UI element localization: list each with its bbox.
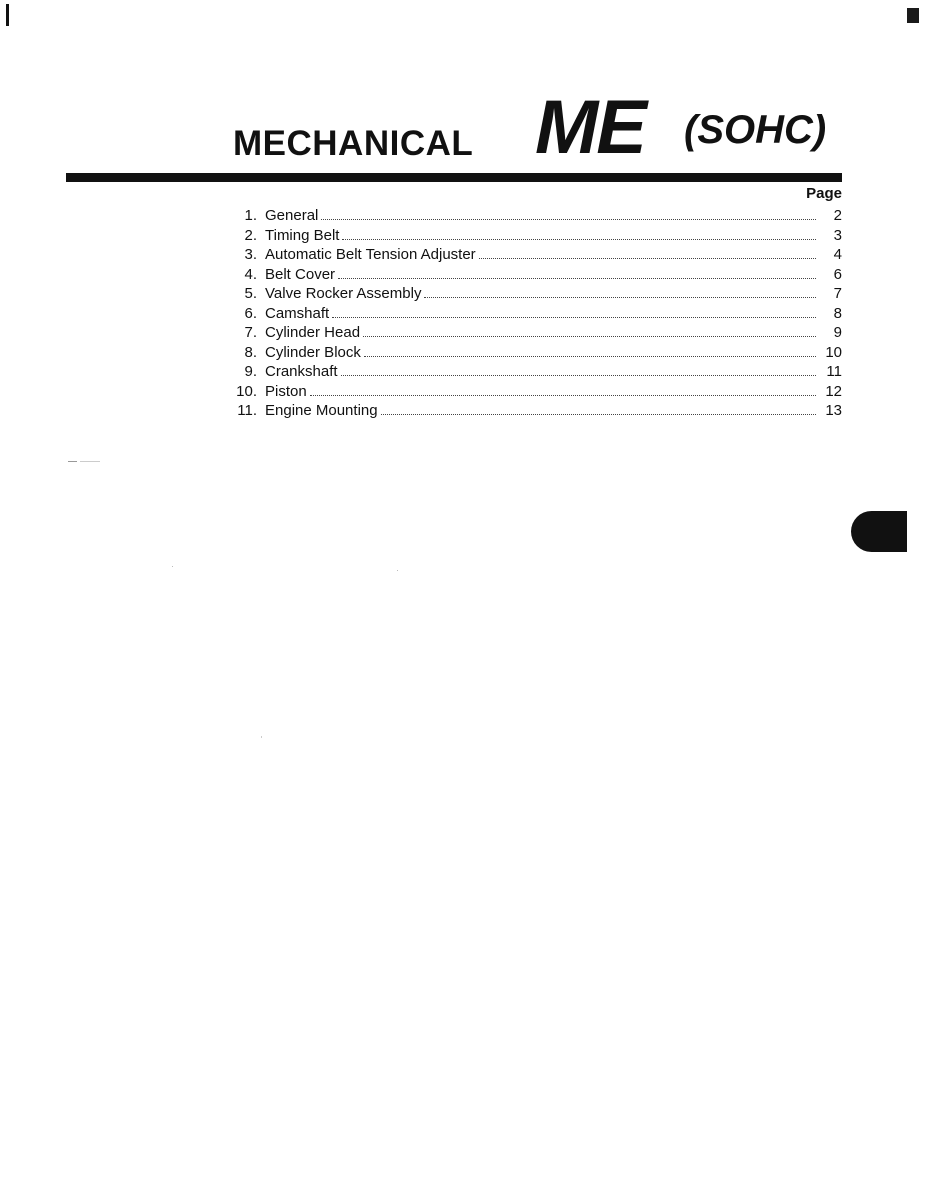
toc-entry-page: 3: [833, 226, 842, 244]
toc-entry-title: Automatic Belt Tension Adjuster: [265, 246, 476, 263]
toc-entry-page: 13: [825, 402, 842, 419]
toc-entry[interactable]: [222, 206, 842, 226]
scan-artifact: [261, 736, 262, 738]
dot-leader: [321, 219, 816, 220]
dot-leader: [338, 278, 816, 279]
page-column-heading: Page: [806, 185, 842, 202]
corner-registration-mark: [907, 8, 919, 23]
dot-leader: [424, 297, 816, 298]
toc-entry-page: 2: [833, 207, 842, 224]
toc-entry[interactable]: [222, 382, 842, 402]
dot-leader: [363, 336, 816, 337]
toc-entry-page: 8: [833, 304, 842, 322]
toc-entry-page: 9: [833, 324, 842, 341]
toc-entry[interactable]: [222, 226, 842, 246]
dot-leader: [381, 414, 816, 415]
scan-artifact: [80, 461, 100, 462]
toc-entry-number: 9.: [244, 363, 257, 380]
toc-entry-number: 10.: [236, 382, 257, 400]
scan-artifact: [172, 566, 173, 567]
dot-leader: [364, 356, 816, 357]
toc-entry-number: 1.: [244, 207, 257, 224]
dot-leader: [310, 395, 816, 396]
toc-entry-page: 4: [833, 246, 842, 263]
toc-entry-title: Camshaft: [265, 304, 330, 322]
title-rule: [66, 173, 842, 182]
toc-entry-title: Crankshaft: [265, 363, 338, 380]
toc-entry-number: 2.: [244, 226, 257, 244]
table-of-contents: [222, 206, 842, 421]
dot-leader: [342, 239, 816, 240]
toc-entry-page: 11: [826, 363, 842, 380]
binding-mark: [6, 4, 9, 26]
toc-entry-number: 5.: [244, 285, 257, 302]
scan-artifact: [397, 570, 398, 571]
toc-entry-number: 6.: [244, 304, 257, 322]
section-variant: (SOHC): [684, 108, 827, 152]
dot-leader: [332, 317, 816, 318]
toc-entry-title: Cylinder Block: [265, 343, 361, 361]
scan-artifact: [68, 461, 77, 462]
toc-entry-title: Timing Belt: [265, 226, 340, 244]
toc-entry[interactable]: [222, 323, 842, 343]
toc-entry[interactable]: [222, 245, 842, 265]
toc-entry[interactable]: [222, 284, 842, 304]
toc-entry[interactable]: [222, 362, 842, 382]
toc-entry-page: 7: [833, 285, 842, 302]
toc-entry[interactable]: [222, 304, 842, 324]
toc-entry-number: 8.: [244, 343, 257, 361]
dot-leader: [341, 375, 816, 376]
toc-entry-title: Valve Rocker Assembly: [265, 285, 422, 302]
toc-entry-title: General: [265, 207, 319, 224]
dot-leader: [479, 258, 816, 259]
toc-entry-title: Belt Cover: [265, 265, 336, 283]
toc-entry-number: 7.: [244, 324, 257, 341]
section-index-tab: [851, 511, 907, 552]
section-title: MECHANICAL: [233, 124, 474, 163]
toc-entry-page: 6: [833, 265, 842, 283]
toc-entry-title: Cylinder Head: [265, 324, 361, 341]
toc-entry[interactable]: [222, 401, 842, 421]
toc-entry[interactable]: [222, 343, 842, 363]
toc-entry-page: 12: [825, 382, 842, 400]
toc-entry-title: Piston: [265, 382, 307, 400]
toc-entry-number: 11.: [237, 402, 257, 419]
toc-entry-page: 10: [825, 343, 842, 361]
toc-entry-number: 4.: [244, 265, 257, 283]
toc-entry-title: Engine Mounting: [265, 402, 378, 419]
toc-entry-number: 3.: [244, 246, 257, 263]
toc-entry[interactable]: [222, 265, 842, 285]
section-code: ME: [535, 85, 645, 170]
